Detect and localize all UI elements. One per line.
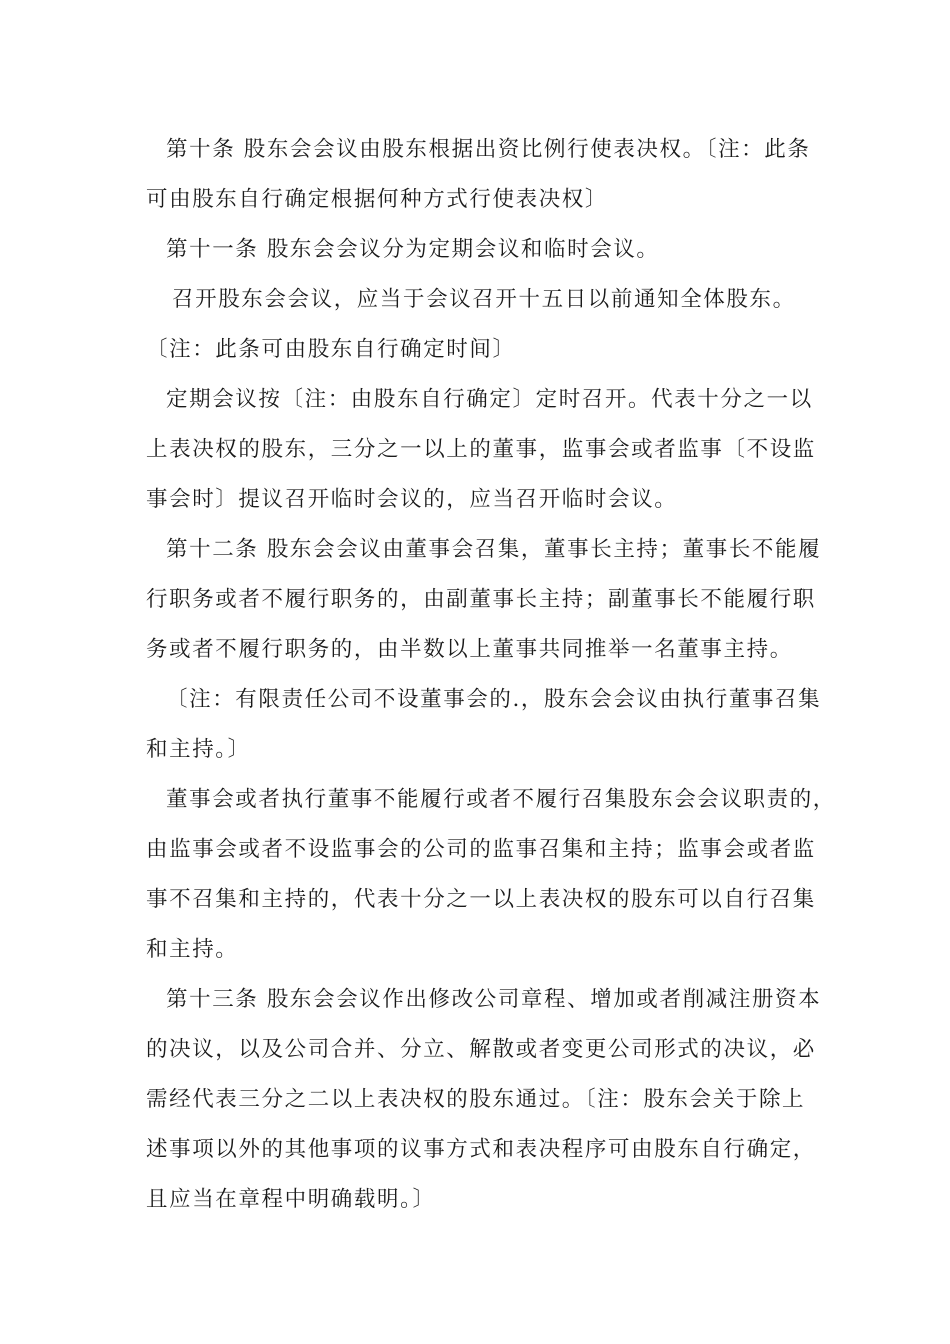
text-line: 事会时〕提议召开临时会议的，应当召开临时会议。 (146, 487, 678, 512)
text-line: 定期会议按〔注：由股东自行确定〕定时召开。代表十分之一以 (166, 387, 813, 412)
text-line: 董事会或者执行董事不能履行或者不履行召集股东会会议职责的， (166, 787, 836, 812)
text-line: 和主持。〕 (146, 737, 251, 762)
text-line: 由监事会或者不设监事会的公司的监事召集和主持；监事会或者监 (146, 837, 816, 862)
text-line: 第十三条 股东会会议作出修改公司章程、增加或者削减注册资本 (166, 987, 822, 1012)
text-line: 需经代表三分之二以上表决权的股东通过。〔注：股东会关于除上 (146, 1087, 806, 1112)
text-line: 上表决权的股东，三分之一以上的董事，监事会或者监事〔不设监 (146, 437, 816, 462)
text-line: 第十一条 股东会会议分为定期会议和临时会议。 (166, 237, 660, 262)
text-line: 第十二条 股东会会议由董事会召集，董事长主持；董事长不能履 (166, 537, 822, 562)
text-line: 且应当在章程中明确载明。〕 (146, 1187, 436, 1212)
text-line: 的决议，以及公司合并、分立、解散或者变更公司形式的决议，必 (146, 1037, 816, 1062)
text-line: 可由股东自行确定根据何种方式行使表决权〕 (146, 187, 609, 212)
text-line: 务或者不履行职务的，由半数以上董事共同推举一名董事主持。 (146, 637, 793, 662)
text-line: 事不召集和主持的，代表十分之一以上表决权的股东可以自行召集 (146, 887, 816, 912)
text-line: 〔注：此条可由股东自行确定时间〕 (146, 337, 516, 362)
text-line: 和主持。 (146, 937, 239, 962)
text-line: 召开股东会会议，应当于会议召开十五日以前通知全体股东。 (172, 287, 796, 312)
text-line: 行职务或者不履行职务的，由副董事长主持；副董事长不能履行职 (146, 587, 816, 612)
text-line: 〔注：有限责任公司不设董事会的.，股东会会议由执行董事召集 (166, 687, 822, 712)
text-line: 第十条 股东会会议由股东根据出资比例行使表决权。〔注：此条 (166, 137, 811, 162)
text-line: 述事项以外的其他事项的议事方式和表决程序可由股东自行确定， (146, 1137, 816, 1162)
